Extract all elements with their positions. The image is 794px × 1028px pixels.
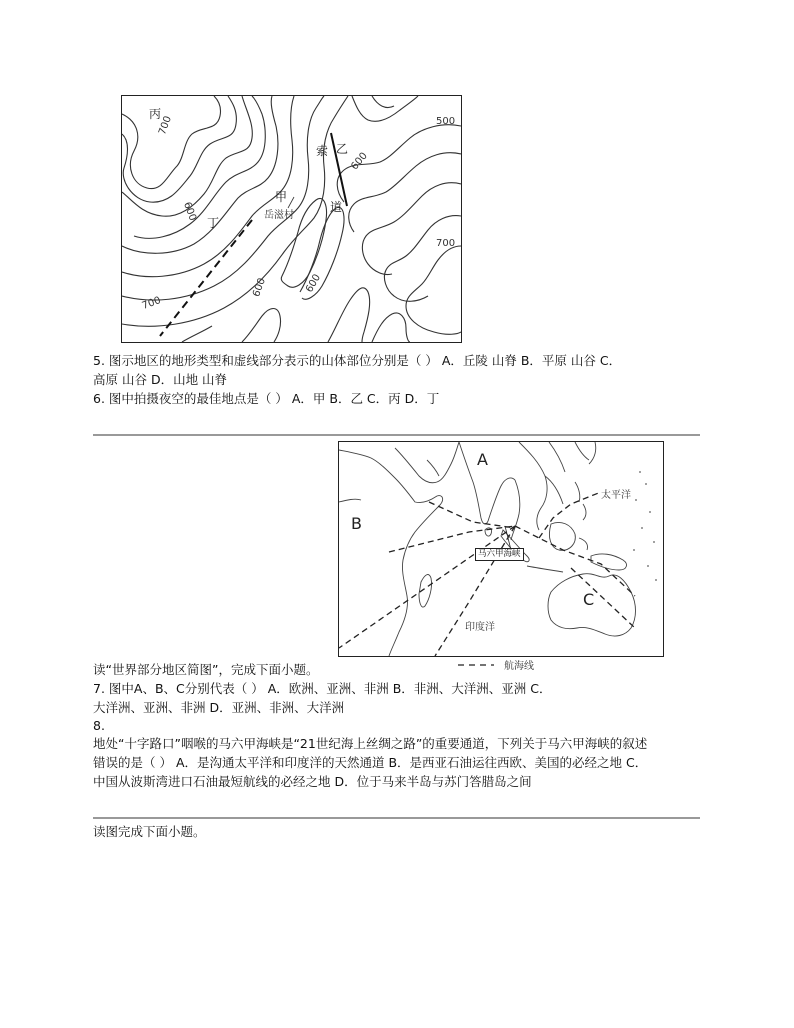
contour-label-700: 700 <box>157 114 174 137</box>
map-legend <box>458 656 578 672</box>
contour-label-700: 700 <box>436 238 456 249</box>
question-8-line1: 地处“十字路口”咽喉的马六甲海峡是“21世纪海上丝绸之路”的重要通道，下列关于马六甲海峡的叙述 <box>93 736 648 751</box>
label-a: A <box>477 450 488 469</box>
question-5-line2: 高原 山谷 D．山地 山脊 <box>93 372 228 387</box>
label-c: C <box>583 590 595 609</box>
legend-label: 航海线 <box>504 661 534 672</box>
question-5-line1: 5. 图示地区的地形类型和虚线部分表示的山体部位分别是（ ） A．丘陵 山脊 B．平原 山谷 C． <box>93 353 622 368</box>
world-map <box>338 441 664 657</box>
label-pacific: 太平洋 <box>601 490 631 501</box>
label-bing: 丙 <box>149 107 162 121</box>
label-jia: 甲 <box>275 190 288 204</box>
question-7-line2: 大洋洲、亚洲、非洲 D．亚洲、非洲、大洋洲 <box>93 700 345 715</box>
label-yi: 乙 <box>336 142 349 156</box>
question-8-line2: 错误的是（ ） A．是沟通太平洋和印度洋的天然通道 B．是西亚石油运往西欧、美国的必经之地 C． <box>93 755 648 770</box>
contour-label-600: 600 <box>251 276 268 299</box>
question-6: 6. 图中拍摄夜空的最佳地点是（ ） A．甲 B．乙 C．丙 D．丁 <box>93 391 440 406</box>
question-8-line3: 中国从波斯湾进口石油最短航线的必经之地 D．位于马来半岛与苏门答腊岛之间 <box>93 774 532 789</box>
contour-label-500: 500 <box>436 116 456 127</box>
legend-dash-icon <box>458 660 494 670</box>
divider <box>93 434 700 436</box>
contour-map <box>121 95 462 343</box>
label-b: B <box>351 514 362 533</box>
label-indian-ocean: 印度洋 <box>465 622 495 633</box>
contour-label-600: 600 <box>349 150 370 173</box>
section-intro: 读图完成下面小题。 <box>93 824 206 839</box>
question-8-number: 8. <box>93 718 105 733</box>
label-dao: 道 <box>330 200 343 214</box>
contour-label-700: 700 <box>140 295 163 312</box>
label-ding: 丁 <box>207 216 220 230</box>
divider <box>93 817 700 819</box>
label-malacca-strait: 马六甲海峡 <box>475 548 524 561</box>
label-village: 岳滋村 <box>264 210 294 221</box>
contour-label-600: 600 <box>304 272 324 295</box>
dashed-ridge-line <box>160 220 252 336</box>
section-intro: 读“世界部分地区简图”，完成下面小题。 <box>93 662 319 677</box>
label-suo: 索 <box>316 144 329 158</box>
contour-label-600: 600 <box>181 200 198 223</box>
question-7-line1: 7. 图中A、B、C分别代表（ ） A．欧洲、亚洲、非洲 B．非洲、大洋洲、亚洲 C． <box>93 681 552 696</box>
